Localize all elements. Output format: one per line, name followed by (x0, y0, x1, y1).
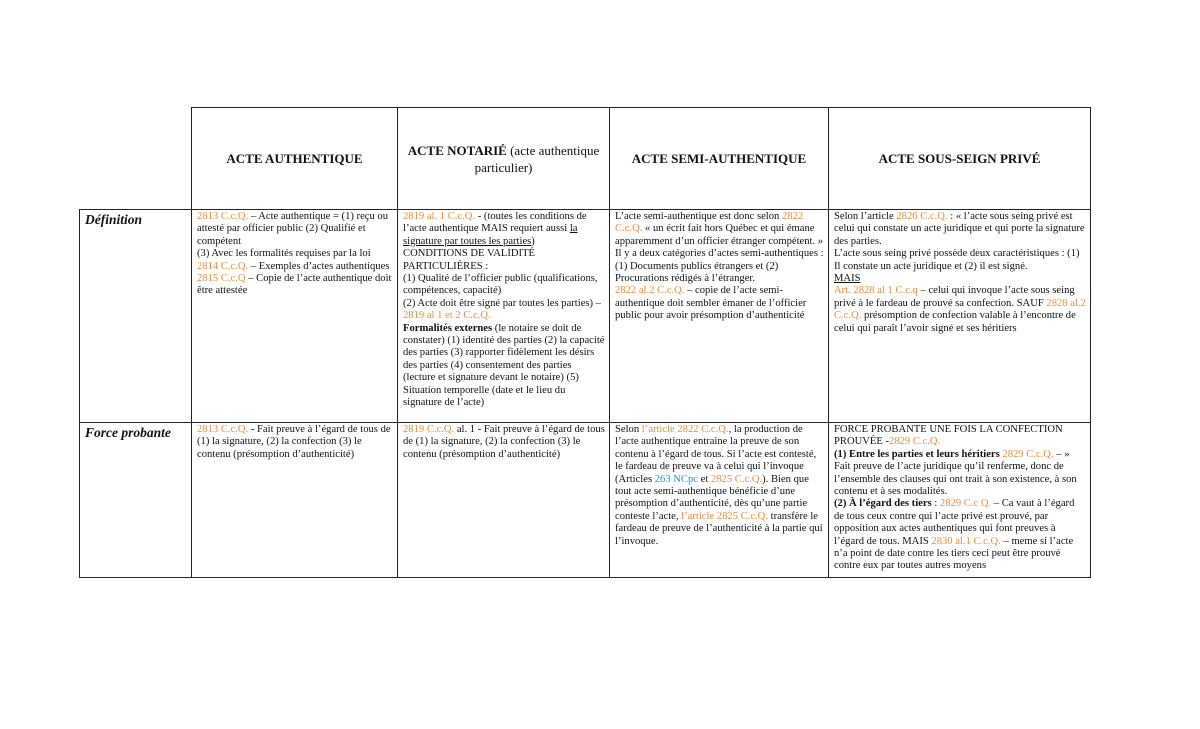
force-probante-row (80, 423, 1091, 578)
header-acte-notarie-sub: (acte authentique particulier) (474, 142, 600, 175)
cell-definition-authentique: 2813 C.c.Q. – Acte authentique = (1) reçu ou attesté par officier public (2) Qualifié et compétent (3) Avec les formalités requises par la loi 2814 C.c.Q. – Exemples d’actes authentiques 2815 C.c.Q – Copie de l’acte authentique doit être attestée (192, 210, 398, 423)
comparison-table (79, 107, 1091, 578)
article-ref: 2813 C.c.Q. (197, 211, 249, 222)
article-ref: 2829 C.c.Q. (1002, 448, 1054, 460)
article-ref: 2819 C.c.Q. (403, 424, 455, 435)
article-ref: l’article 2822 C.c.Q. (641, 424, 729, 435)
article-ref: 2822 C.c.Q. (615, 211, 804, 235)
cell-definition-semi-authentique: L’acte semi-authentique est donc selon 2822 C.c.Q. « un écrit fait hors Québec et qui émane apparemment d’un officier étranger compétent. » Il y a deux catégories d’actes semi-authentiques : (1) Documents publics étrangers et (2) Procurations rédigés à l’étranger. 2822 al.2 C.c.Q. – copie de l’acte semi-authentique doit sembler émaner de l’officier public pour avoir présomption d’authenticité (610, 210, 829, 423)
article-ref-ncpc: 263 NCpc (654, 473, 698, 485)
article-ref: 2815 C.c.Q (197, 273, 246, 285)
article-ref: 2822 al.2 C.c.Q. (615, 285, 685, 297)
article-ref: Art. 2828 al 1 C.c.q (834, 285, 918, 297)
article-ref: 2819 al. 1 C.c.Q. (403, 211, 476, 222)
article-ref: 2826 C.c.Q. (896, 211, 948, 222)
cell-force-semi-authentique: Selon l’article 2822 C.c.Q., la production de l’acte authentique entraine la preuve de son contenu à l’égard de tous. Si l’acte est contesté, le fardeau de preuve va à celui qui l’invoque (Articles 263 NCpc et 2825 C.c.Q.). Bien que tout acte semi-authentique bénéficie d’une présomption d’authenticité, dès qu’une partie conteste l’acte, l’article 2825 C.c.Q. transfère le fardeau de preuve de l’authenticité à la partie qui l’invoque. (610, 423, 829, 578)
header-acte-sous-seing-prive: ACTE SOUS-SEIGN PRIVÉ (829, 108, 1091, 210)
article-ref: 2828 al.2 C.c.Q. (834, 297, 1086, 322)
definition-row (80, 210, 1091, 423)
cell-force-notarie: 2819 C.c.Q. al. 1 - Fait preuve à l’égard de tous de (1) la signature, (2) la confection (3) le contenu (présomption d’authenticité) (398, 423, 610, 578)
cell-definition-notarie: 2819 al. 1 C.c.Q. - (toutes les conditions de l’acte authentique MAIS requiert aussi la signature par toutes les parties) CONDITIONS DE VALIDITÉ PARTICULIÈRES : (1) Qualité de l’officier public (qualifications, compétences, capacité) (2) Acte doit être signé par toutes les parties) – 2819 al 1 et 2 C.c.Q. Formalités externes (le notaire se doit de constater) (1) identité des parties (2) la capacité des parties (3) rapporter fidèlement les désirs des parties (4) consentement des parties (lecture et signature devant le notaire) (5) Situation temporelle (date et le lieu du signature de l’acte) (398, 210, 610, 423)
header-acte-semi-authentique: ACTE SEMI-AUTHENTIQUE (610, 108, 829, 210)
corner-cell (80, 108, 192, 210)
cell-definition-sous-seing: Selon l’article 2826 C.c.Q. : « l’acte sous seing privé est celui qui constate un acte juridique et qui porte la signature des parties. L’acte sous seing privé possède deux caractéristiques : (1) Il constate un acte juridique et (2) il est signé. MAIS Art. 2828 al 1 C.c.q – celui qui invoque l’acte sous seing privé à le fardeau de prouvé sa confection. SAUF 2828 al.2 C.c.Q. présomption de confection valable à l’encontre de celui qui paraît l’avoir signé et ses héritiers (829, 210, 1091, 423)
row-label-definition: Définition (80, 210, 192, 423)
article-ref: 2829 C.c Q. (939, 498, 992, 510)
article-ref: 2819 al 1 et 2 C.c.Q. (403, 310, 491, 322)
article-ref: 2814 C.c.Q. (197, 260, 249, 272)
cell-force-authentique: 2813 C.c.Q. - Fait preuve à l’égard de tous de (1) la signature, (2) la confection (3) le contenu (présomption d’authenticité) (192, 423, 398, 578)
cell-force-sous-seing: FORCE PROBANTE UNE FOIS LA CONFECTION PROUVÉE -2829 C.c.Q. (1) Entre les parties et leurs héritiers 2829 C.c.Q. – » Fait preuve de l’acte juridique qu’il renferme, donc de l’ensemble des clauses qui ont trait à son existence, à son contenu et à ses modalités. (2) À l’égard des tiers : 2829 C.c Q. – Ca vaut à l’égard de tous ceux contre qui l’acte privé est prouvé, par opposition aux actes authentiques qui font preuves à l’égard de tous. MAIS 2830 al.1 C.c.Q. – meme si l’acte n’a point de date contre les tiers ceci peut être prouvé contre eux par toutes autres moyens (829, 423, 1091, 578)
header-acte-authentique: ACTE AUTHENTIQUE (192, 108, 398, 210)
header-row (80, 108, 1091, 210)
row-label-force-probante: Force probante (80, 423, 192, 578)
article-ref: l’article 2825 C.c.Q. (681, 510, 768, 522)
article-ref: 2813 C.c.Q. (197, 424, 249, 435)
article-ref: 2829 C.c.Q. (889, 436, 941, 448)
article-ref: 2830 al.1 C.c.Q. (931, 535, 1001, 547)
article-ref: 2825 C.c.Q. (710, 473, 763, 485)
header-acte-notarie: ACTE NOTARIÉ (acte authentique particulier) (398, 108, 610, 210)
